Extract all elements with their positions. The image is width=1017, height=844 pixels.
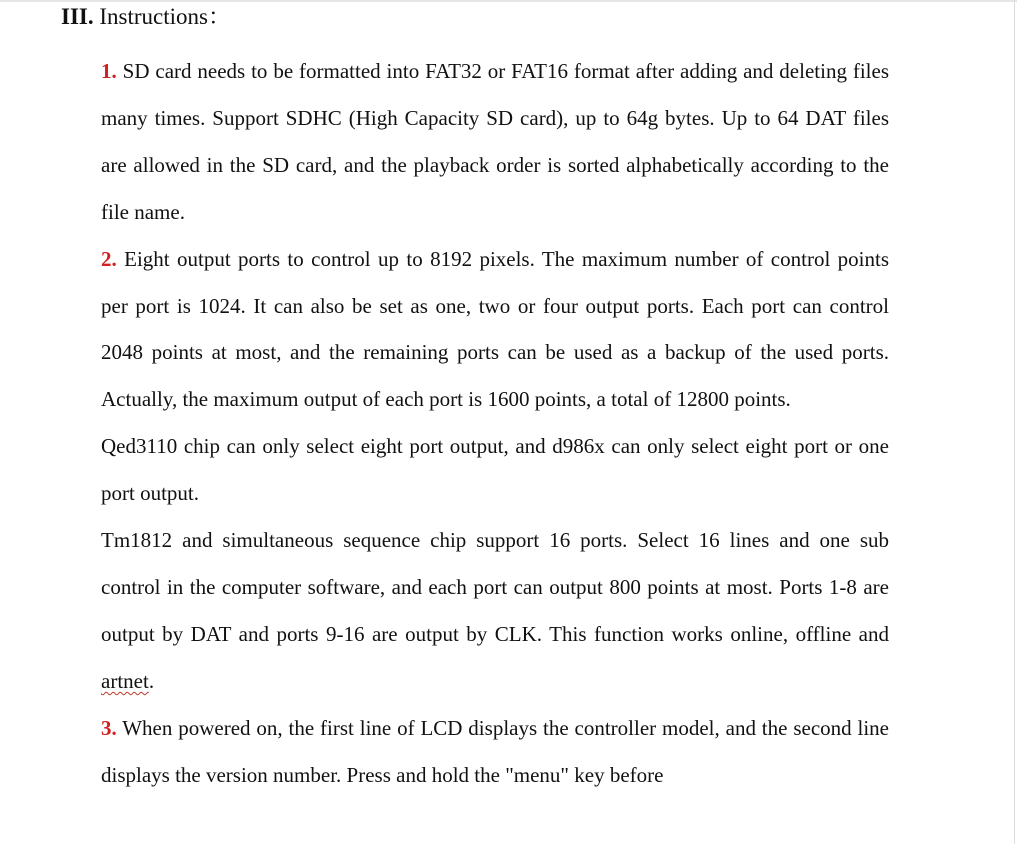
item-number-1: 1.: [101, 59, 117, 83]
item-number-2: 2.: [101, 246, 117, 271]
spellcheck-flagged-word: artnet: [101, 668, 149, 693]
item-text-1: SD card needs to be formatted into FAT32 or FAT16 format after adding and deleting files many times. Support SDHC (High Capacity SD card), up to 64g bytes. Up to 64 DAT files are allowed in the SD card, and the playback order is sorted alphabetically according to the file name.: [101, 59, 889, 224]
item-text-2: Eight output ports to control up to 8192 pixels. The maximum number of control points per port is 1024. It can also be set as one, two or four output ports. Each port can control 2048 points at most, and the remaining ports can be used as a backup of the used ports. Actually, the maximum output of each port is 1600 points, a total of 12800 points.: [101, 246, 889, 412]
instructions-body: [101, 48, 889, 799]
tm1812-text: Tm1812 and simultaneous sequence chip support 16 ports. Select 16 lines and one sub control in the computer software, and each port can output 800 points at most. Ports 1-8 are output by DAT and ports 9-16 are output by CLK. This function works online, offline and: [101, 528, 889, 646]
section-number: III.: [61, 4, 94, 29]
instruction-paragraph-chips: [101, 423, 889, 517]
tm1812-text-end: .: [148, 668, 155, 693]
page-top-border: [0, 0, 1017, 2]
section-heading: [61, 3, 231, 31]
instruction-item-2: [101, 236, 889, 424]
chip-note-text: Qed3110 chip can only select eight port output, and d986x can only select eight port or one port output.: [101, 434, 889, 506]
instruction-item-3: [101, 705, 889, 799]
instruction-item-1: [101, 48, 889, 236]
instruction-paragraph-tm1812: [101, 517, 889, 705]
item-text-3: When powered on, the first line of LCD displays the controller model, and the second line displays the version number. Press and hold the "menu" key before: [101, 715, 889, 787]
page-right-border: [1014, 0, 1015, 844]
section-title: Instructions：: [93, 4, 231, 29]
item-number-3: 3.: [101, 715, 117, 740]
